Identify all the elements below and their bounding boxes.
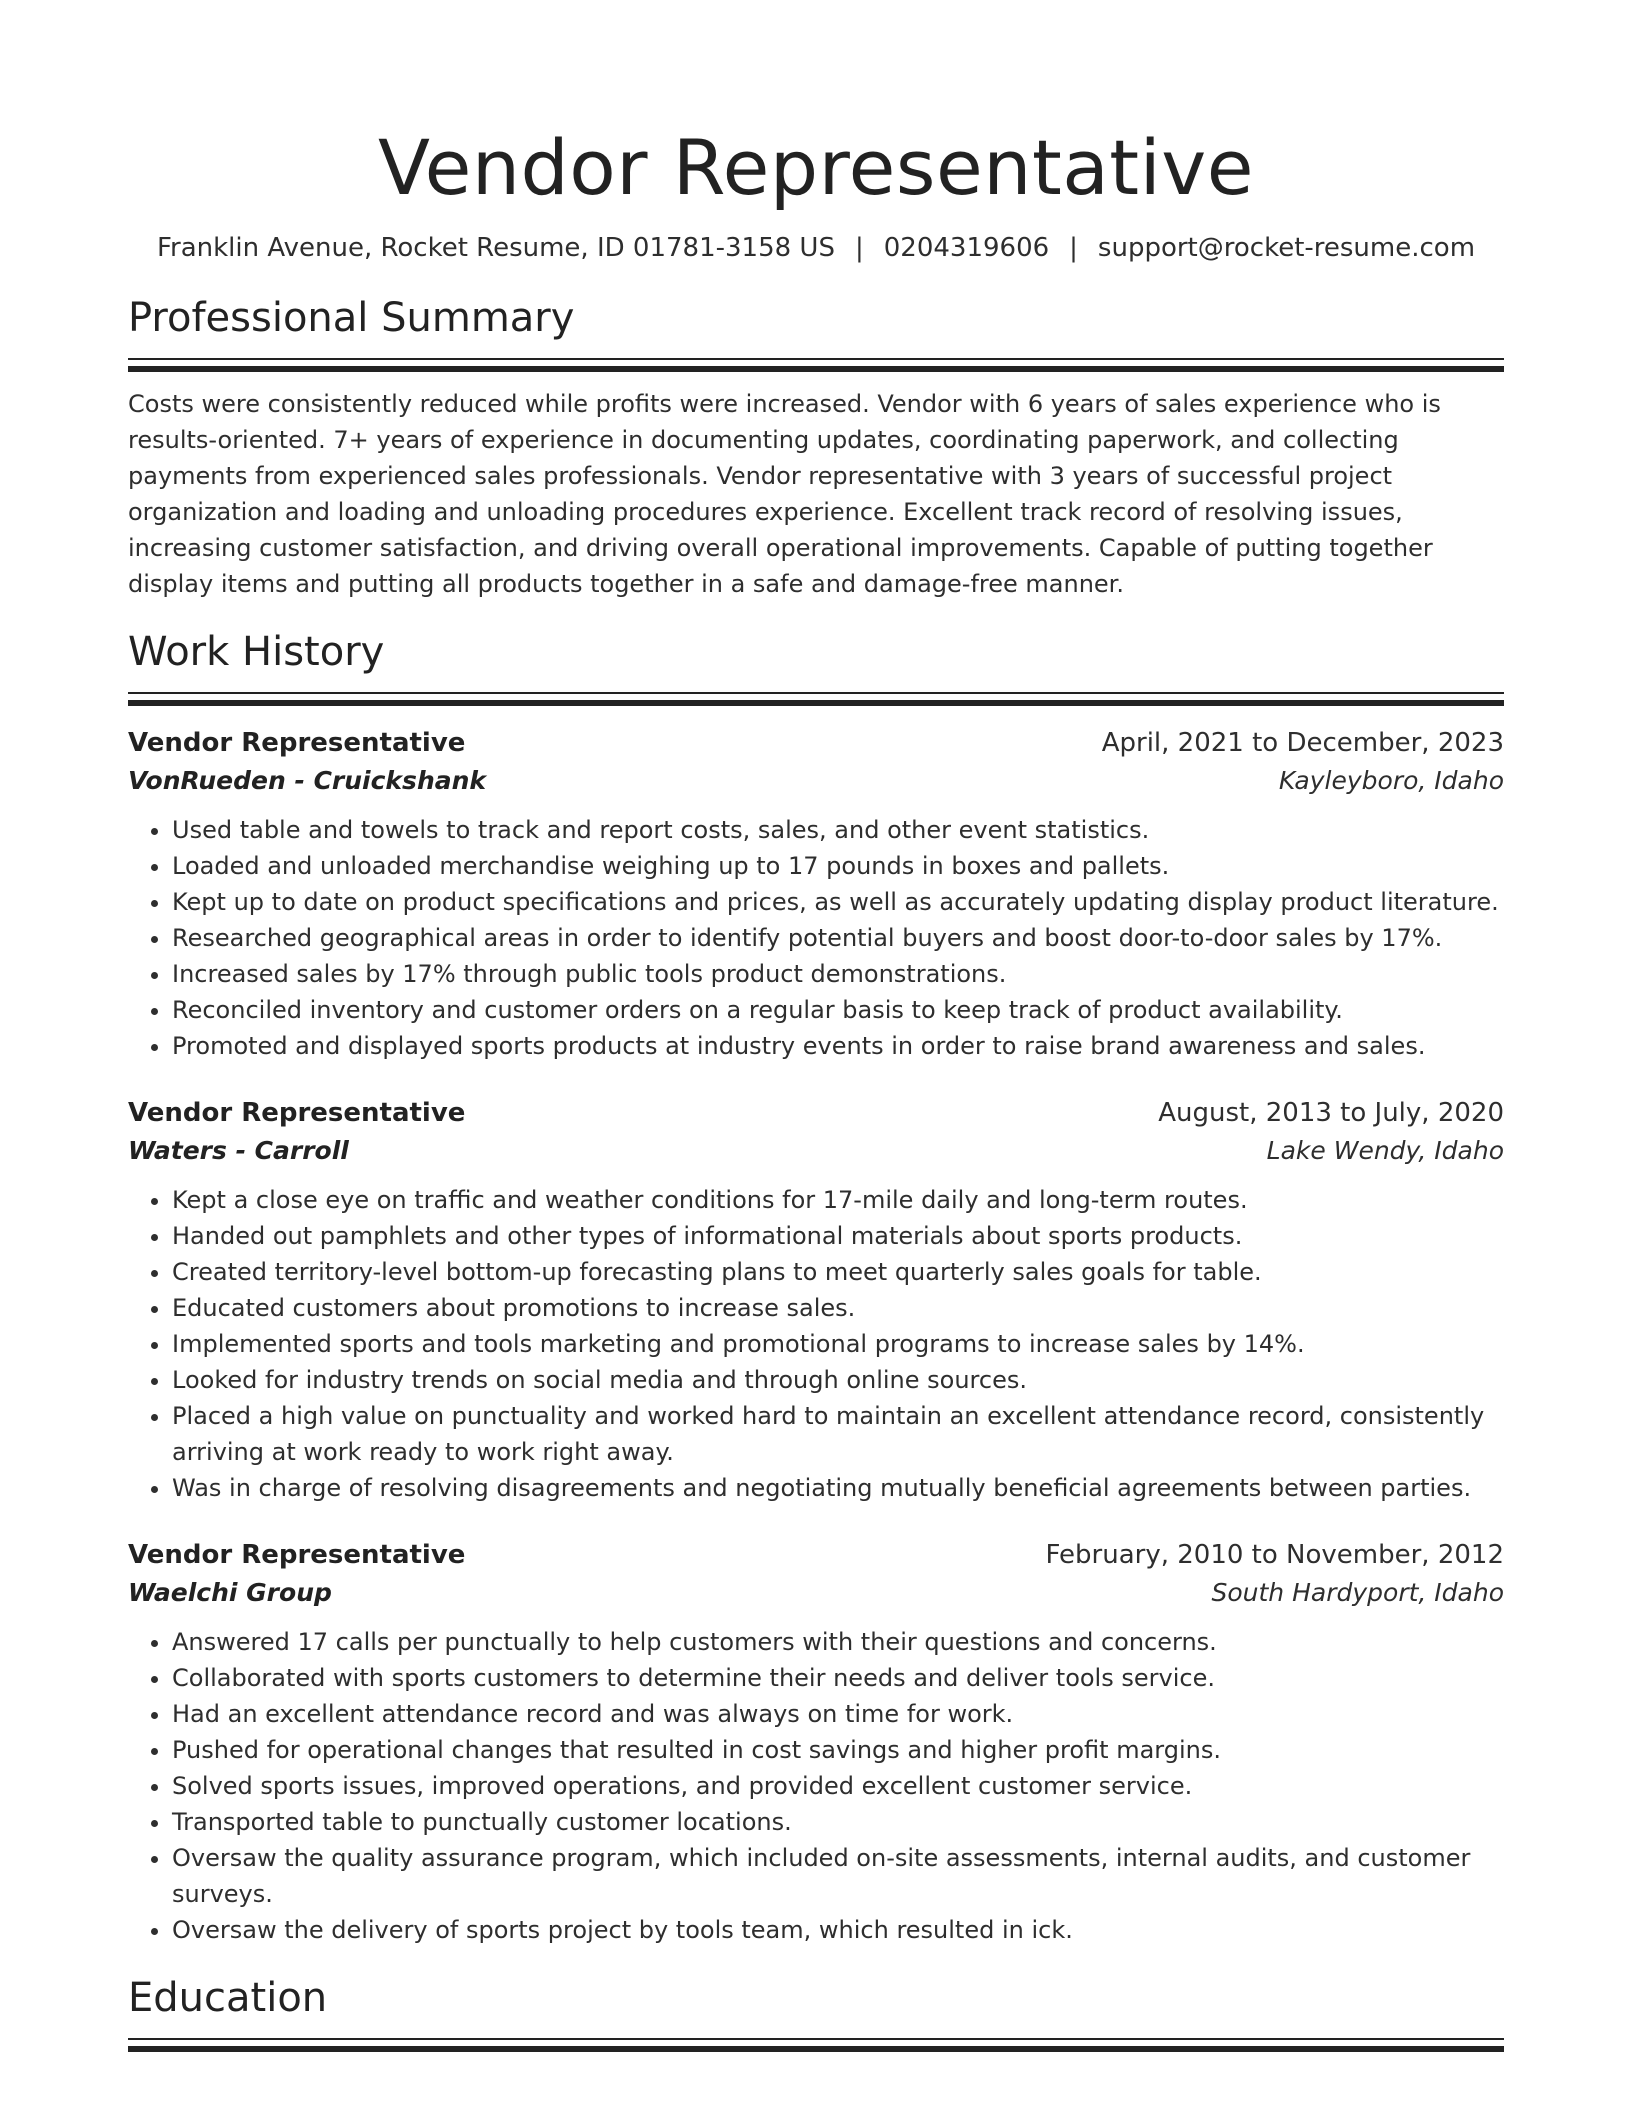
contact-separator: | (1069, 233, 1078, 263)
job-bullet: • Implemented sports and tools marketing and promotional programs to increase sales by 14%. (172, 1326, 1504, 1362)
job-bullet: • Increased sales by 17% through public tools product demonstrations. (172, 956, 1504, 992)
job-location: Kayleyboro, Idaho (1278, 766, 1504, 795)
job-bullet: • Reconciled inventory and customer orders on a regular basis to keep track of product availability. (172, 992, 1504, 1028)
contact-separator: | (854, 233, 864, 263)
job-title: Vendor Representative (128, 1098, 466, 1128)
job-bullet: • Was in charge of resolving disagreements and negotiating mutually beneficial agreements between parties. (172, 1470, 1504, 1506)
job-company: Waelchi Group (128, 1578, 332, 1607)
contact-email: support@rocket-resume.com (1097, 233, 1476, 263)
job-bullet: • Created territory-level bottom-up forecasting plans to meet quarterly sales goals for table. (172, 1254, 1504, 1290)
job-dates: August, 2013 to July, 2020 (1158, 1098, 1504, 1128)
job-company: VonRueden - Cruickshank (128, 766, 487, 795)
job-bullet: • Transported table to punctually customer locations. (172, 1804, 1504, 1840)
contact-phone: 0204319606 (883, 233, 1050, 263)
summary-section (128, 292, 1504, 602)
job-bullet: • Pushed for operational changes that resulted in cost savings and higher profit margins. (172, 1732, 1504, 1768)
section-heading-summary: Professional Summary (128, 295, 575, 341)
resume-page (128, 0, 1504, 2052)
job-bullet: • Oversaw the quality assurance program, which included on-site assessments, internal audits, and customer surveys. (172, 1840, 1504, 1912)
section-divider (128, 2038, 1504, 2040)
job-title: Vendor Representative (128, 1540, 466, 1570)
section-divider-thick (128, 366, 1504, 372)
job-bullet: • Solved sports issues, improved operations, and provided excellent customer service. (172, 1768, 1504, 1804)
job-bullet: • Placed a high value on punctuality and worked hard to maintain an excellent attendance record, consistently arriving at work ready to work right away. (172, 1398, 1504, 1470)
job-bullet: • Loaded and unloaded merchandise weighing up to 17 pounds in boxes and pallets. (172, 848, 1504, 884)
summary-text: Costs were consistently reduced while profits were increased. Vendor with 6 years of sales experience who is results-oriented. 7+ years of experience in documenting updates, coordinating paperwork, and collecting payments from experienced sales professionals. Vendor representative with 3 years of successful project organization and loading and unloading procedures experience. Excellent track record of resolving issues, increasing customer satisfaction, and driving overall operational improvements. Capable of putting together display items and putting all products together in a safe and damage-free manner. (128, 390, 1441, 598)
job-bullet-list (128, 812, 1504, 1064)
candidate-name: Vendor Representative (378, 123, 1254, 212)
job-bullet: • Collaborated with sports customers to determine their needs and deliver tools service. (172, 1660, 1504, 1696)
job-location: Lake Wendy, Idaho (1266, 1136, 1504, 1165)
job-bullet: • Oversaw the delivery of sports project by tools team, which resulted in ick. (172, 1912, 1504, 1948)
job-bullet: • Handed out pamphlets and other types of informational materials about sports products. (172, 1218, 1504, 1254)
job-location: South Hardyport, Idaho (1211, 1578, 1504, 1607)
job-bullet: • Used table and towels to track and report costs, sales, and other event statistics. (172, 812, 1504, 848)
work-history-section (128, 626, 1504, 1948)
job-company: Waters - Carroll (128, 1136, 349, 1165)
section-divider-thick (128, 700, 1504, 706)
job-bullet: • Educated customers about promotions to increase sales. (172, 1290, 1504, 1326)
contact-address: Franklin Avenue, Rocket Resume, ID 01781-3158 US (156, 233, 835, 263)
job-title: Vendor Representative (128, 728, 466, 758)
job-entry (128, 1094, 1504, 1506)
job-bullet: • Looked for industry trends on social media and through online sources. (172, 1362, 1504, 1398)
job-bullet-list (128, 1182, 1504, 1506)
section-divider (128, 692, 1504, 694)
job-subheader-row (128, 1574, 1504, 1612)
job-subheader-row (128, 762, 1504, 800)
job-bullet-list (128, 1624, 1504, 1948)
job-bullet: • Kept up to date on product specifications and prices, as well as accurately updating display product literature. (172, 884, 1504, 920)
job-entry (128, 1536, 1504, 1948)
job-header-row (128, 1536, 1504, 1574)
job-subheader-row (128, 1132, 1504, 1170)
job-dates: February, 2010 to November, 2012 (1045, 1540, 1504, 1570)
job-header-row (128, 724, 1504, 762)
job-dates: April, 2021 to December, 2023 (1101, 728, 1504, 758)
section-divider-thick (128, 2046, 1504, 2052)
education-section (128, 1972, 1504, 2052)
job-bullet: • Answered 17 calls per punctually to help customers with their questions and concerns. (172, 1624, 1504, 1660)
job-bullet: • Researched geographical areas in order to identify potential buyers and boost door-to-door sales by 17%. (172, 920, 1504, 956)
job-bullet: • Promoted and displayed sports products at industry events in order to raise brand awareness and sales. (172, 1028, 1504, 1064)
job-bullet: • Kept a close eye on traffic and weather conditions for 17-mile daily and long-term routes. (172, 1182, 1504, 1218)
job-bullet: • Had an excellent attendance record and was always on time for work. (172, 1696, 1504, 1732)
job-entry (128, 724, 1504, 1064)
section-heading-work-history: Work History (128, 629, 385, 675)
job-header-row (128, 1094, 1504, 1132)
section-heading-education: Education (128, 1975, 328, 2021)
section-divider (128, 358, 1504, 360)
contact-line (128, 230, 1504, 266)
